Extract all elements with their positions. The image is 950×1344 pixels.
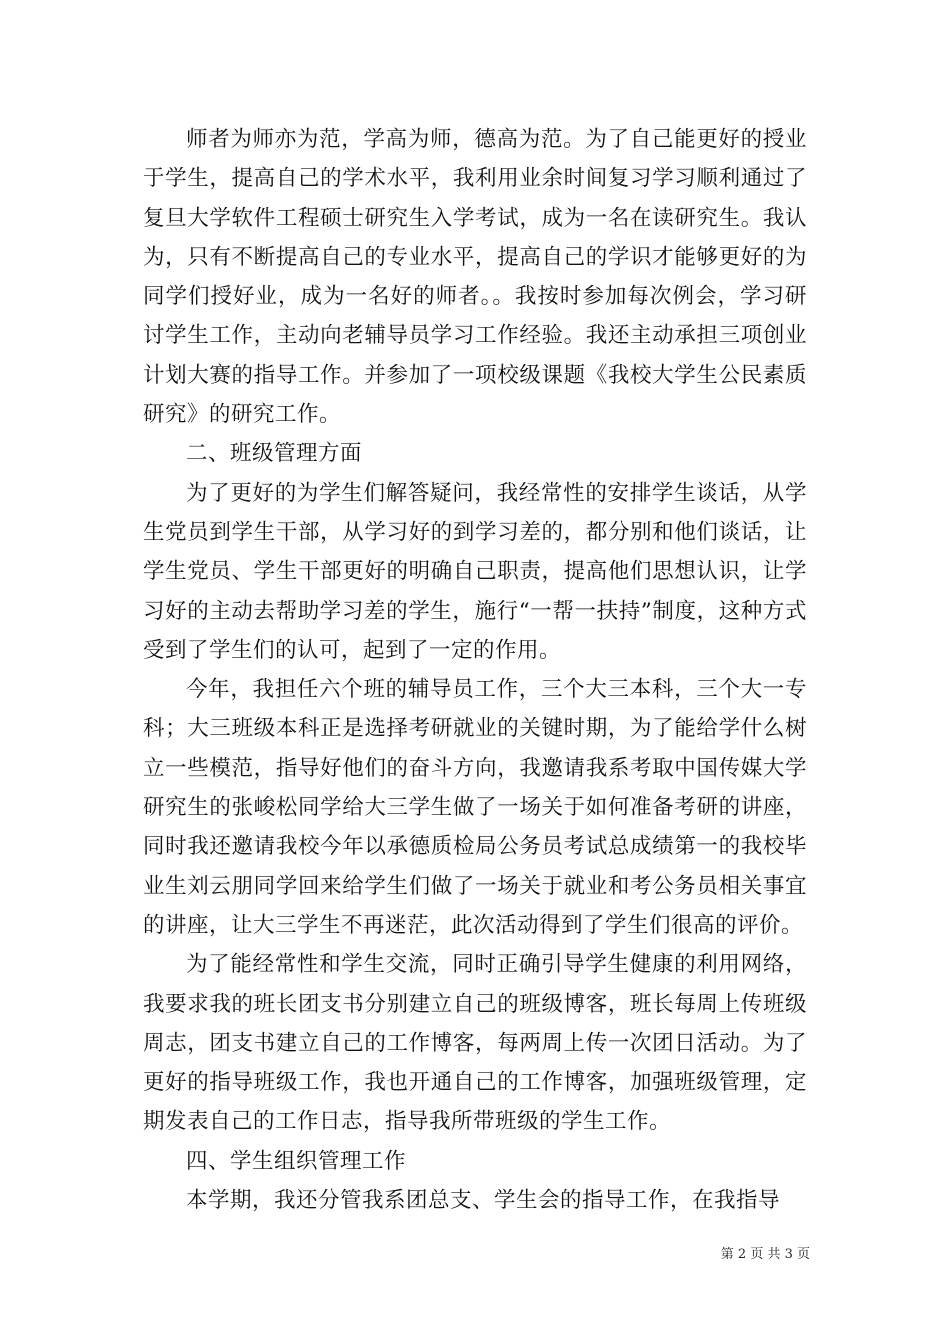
paragraph-organization-guidance: 本学期，我还分管我系团总支、学生会的指导工作，在我指导 [186, 1188, 781, 1214]
document-body [143, 120, 807, 1220]
paragraph-class-blog: 为了能经常性和学生交流，同时正确引导学生健康的利用网络，我要求我的班长团支书分别建立自己的班级博客，班长每周上传班级周志，团支书建立自己的工作博客，每两周上传一次团日活动。为了更好的指导班级工作，我也开通自己的工作博客，加强班级管理，定期发表自己的工作日志，指导我所带班级的学生工作。 [143, 952, 807, 1135]
paragraph-student-talks: 为了更好的为学生们解答疑问，我经常性的安排学生谈话，从学生党员到学生干部，从学习好的到学习差的，都分别和他们谈话，让学生党员、学生干部更好的明确自己职责，提高他们思想认识，让学习好的主动去帮助学习差的学生，施行“一帮一扶持”制度，这种方式受到了学生们的认可，起到了一定的作用。 [143, 480, 807, 663]
section-heading-student-organization: 四、学生组织管理工作 [186, 1148, 407, 1174]
page-number: 第 2 页 共 3 页 [720, 1247, 810, 1262]
paragraph-study: 师者为师亦为范，学高为师，德高为范。为了自己能更好的授业于学生，提高自己的学术水平，我利用业余时间复习学习顺利通过了复旦大学软件工程硕士研究生入学考试，成为一名在读研究生。我认为，只有不断提高自己的专业水平，提高自己的学识才能够更好的为同学们授好业，成为一名好的师者。。我按时参加每次例会，学习研讨学生工作，主动向老辅导员学习工作经验。我还主动承担三项创业计划大赛的指导工作。并参加了一项校级课题《我校大学生公民素质研究》的研究工作。 [143, 127, 807, 428]
paragraph-counselor-work: 今年，我担任六个班的辅导员工作，三个大三本科，三个大一专科；大三班级本科正是选择考研就业的关键时期，为了能给学什么树立一些模范，指导好他们的奋斗方向，我邀请我系考取中国传媒大学研究生的张峻松同学给大三学生做了一场关于如何准备考研的讲座，同时我还邀请我校今年以承德质检局公务员考试总成绩第一的我校毕业生刘云朋同学回来给学生们做了一场关于就业和考公务员相关事宜的讲座，让大三学生不再迷茫，此次活动得到了学生们很高的评价。 [143, 677, 807, 938]
section-heading-class-management: 二、班级管理方面 [186, 441, 363, 467]
